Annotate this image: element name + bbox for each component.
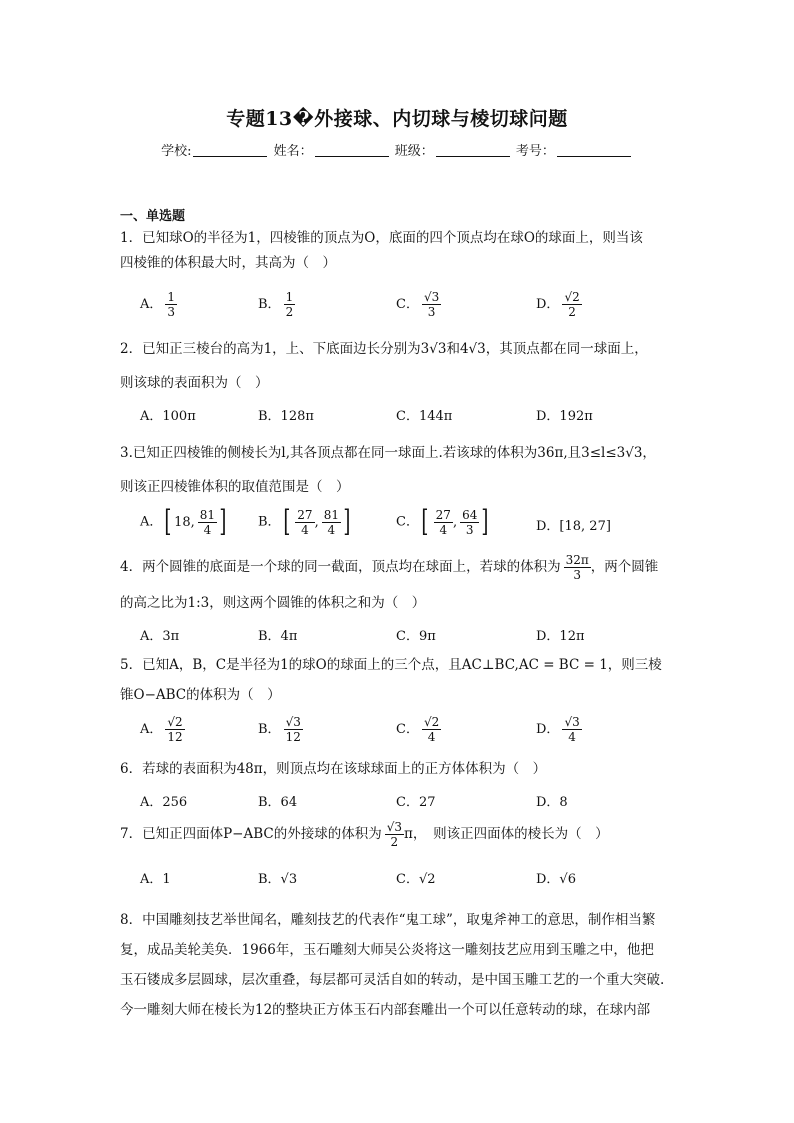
option-c[interactable]: C．144π xyxy=(396,409,453,424)
option-a[interactable]: A．256 xyxy=(140,795,188,810)
option-b[interactable]: B．4π xyxy=(258,629,298,644)
school-blank[interactable] xyxy=(193,142,267,157)
name-blank[interactable] xyxy=(315,142,389,157)
option-d[interactable]: D．192π xyxy=(536,409,593,424)
option-d[interactable]: D．8 xyxy=(536,795,568,810)
question-5 xyxy=(120,654,680,706)
option-d[interactable]: D．12π xyxy=(536,629,585,644)
question-8-line3: 玉石镂成多层圆球，层次重叠，每层都可灵活自如的转动，是中国玉雕工艺的一个重大突破. xyxy=(120,972,665,988)
school-label: 学校: xyxy=(161,144,192,159)
question-5-line2: 锥O−ABC的体积为（ ） xyxy=(120,687,281,703)
option-d[interactable]: D．√6 xyxy=(536,872,576,887)
question-8-line4: 今一雕刻大师在棱长为12的整块正方体玉石内部套雕出一个可以任意转动的球，在球内部 xyxy=(120,1002,651,1018)
option-c[interactable]: C． [ $\frac{27}{4}$ , $\frac{64}{3}$ ] xyxy=(396,504,489,539)
question-8-line2: 复，成品美轮美奂．1966年，玉石雕刻大师吴公炎将这一雕刻技艺应用到玉雕之中，他把 xyxy=(120,942,654,958)
question-8-line1: 8．中国雕刻技艺举世闻名，雕刻技艺的代表作“鬼工球”，取鬼斧神工的意思，制作相当繁 xyxy=(120,912,656,928)
question-6 xyxy=(120,758,680,780)
question-7 xyxy=(120,820,680,849)
class-blank[interactable] xyxy=(436,142,510,157)
option-c[interactable]: C． $\frac{√3}{3}$ xyxy=(396,290,440,319)
option-b[interactable]: B． $\frac{1}{2}$ xyxy=(258,290,294,319)
option-b[interactable]: B．64 xyxy=(258,795,298,810)
option-c[interactable]: C．√2 xyxy=(396,872,436,887)
option-b[interactable]: B．128π xyxy=(258,409,314,424)
option-d[interactable]: D． $\frac{√2}{2}$ xyxy=(536,290,580,319)
question-5-line1: 5．已知A，B，C是半径为1的球O的球面上的三个点，且AC⊥BC,AC = BC = 1，则三棱 xyxy=(120,657,662,673)
question-4 xyxy=(120,553,680,614)
option-c[interactable]: C．27 xyxy=(396,795,436,810)
option-a[interactable]: A．3π xyxy=(140,629,180,644)
exam-number-blank[interactable] xyxy=(557,142,631,157)
option-b[interactable]: B． $\frac{√3}{12}$ xyxy=(258,715,301,744)
option-d[interactable]: D． $\frac{√3}{4}$ xyxy=(536,715,580,744)
question-2-line1: 2．已知正三棱台的高为1，上、下底面边长分别为3√3和4√3，其顶点都在同一球面上， xyxy=(120,341,648,357)
question-8 xyxy=(120,905,680,1025)
question-2-line2: 则该球的表面积为（ ） xyxy=(120,375,269,391)
option-a[interactable]: A． $\frac{1}{3}$ xyxy=(140,290,176,319)
page-title: 专题13�外接球、内切球与棱切球问题 xyxy=(226,108,568,130)
question-4-line1: 4．两个圆锥的底面是一个球的同一截面，顶点均在球面上，若球的体积为 $\frac{32\pi}{3}$ ，两个圆锥 xyxy=(120,553,659,582)
question-4-line2: 的高之比为1:3，则这两个圆锥的体积之和为（ ） xyxy=(120,595,426,611)
exam-number-label: 考号： xyxy=(515,144,555,159)
question-1-line1: 1．已知球O的半径为1，四棱锥的顶点为O，底面的四个顶点均在球O的球面上，则当该 xyxy=(120,230,643,246)
question-3 xyxy=(120,442,680,498)
section-heading: 一、单选题 xyxy=(120,209,186,224)
question-3-line1: 3.已知正四棱锥的侧棱长为l,其各顶点都在同一球面上.若该球的体积为36π,且3≤l≤3√3， xyxy=(120,445,656,461)
option-a[interactable]: A．100π xyxy=(140,409,196,424)
option-a[interactable]: A．1 xyxy=(140,872,171,887)
option-c[interactable]: C．9π xyxy=(396,629,436,644)
question-7-line1: 7．已知正四面体P−ABC的外接球的体积为 $\frac{√3}{2}$ π， 则该正四面体的棱长为（ ） xyxy=(120,820,609,849)
class-label: 班级： xyxy=(394,144,434,159)
option-b[interactable]: B．√3 xyxy=(258,872,298,887)
question-6-line1: 6．若球的表面积为48π，则顶点均在该球球面上的正方体体积为（ ） xyxy=(120,761,547,777)
name-label: 姓名： xyxy=(273,144,313,159)
option-a[interactable]: A． $\frac{√2}{12}$ xyxy=(140,715,183,744)
option-a[interactable]: A． [ 18, $\frac{81}{4}$ ] xyxy=(140,504,227,539)
option-d[interactable]: D．[18, 27] xyxy=(536,519,611,534)
question-1 xyxy=(120,227,680,274)
option-c[interactable]: C． $\frac{√2}{4}$ xyxy=(396,715,440,744)
question-3-line2: 则该正四棱锥体积的取值范围是（ ） xyxy=(120,479,350,495)
question-2 xyxy=(120,338,680,394)
option-b[interactable]: B． [ $\frac{27}{4}$ , $\frac{81}{4}$ ] xyxy=(258,504,351,539)
student-info xyxy=(0,140,794,159)
question-1-line2: 四棱锥的体积最大时，其高为（ ） xyxy=(120,255,336,271)
